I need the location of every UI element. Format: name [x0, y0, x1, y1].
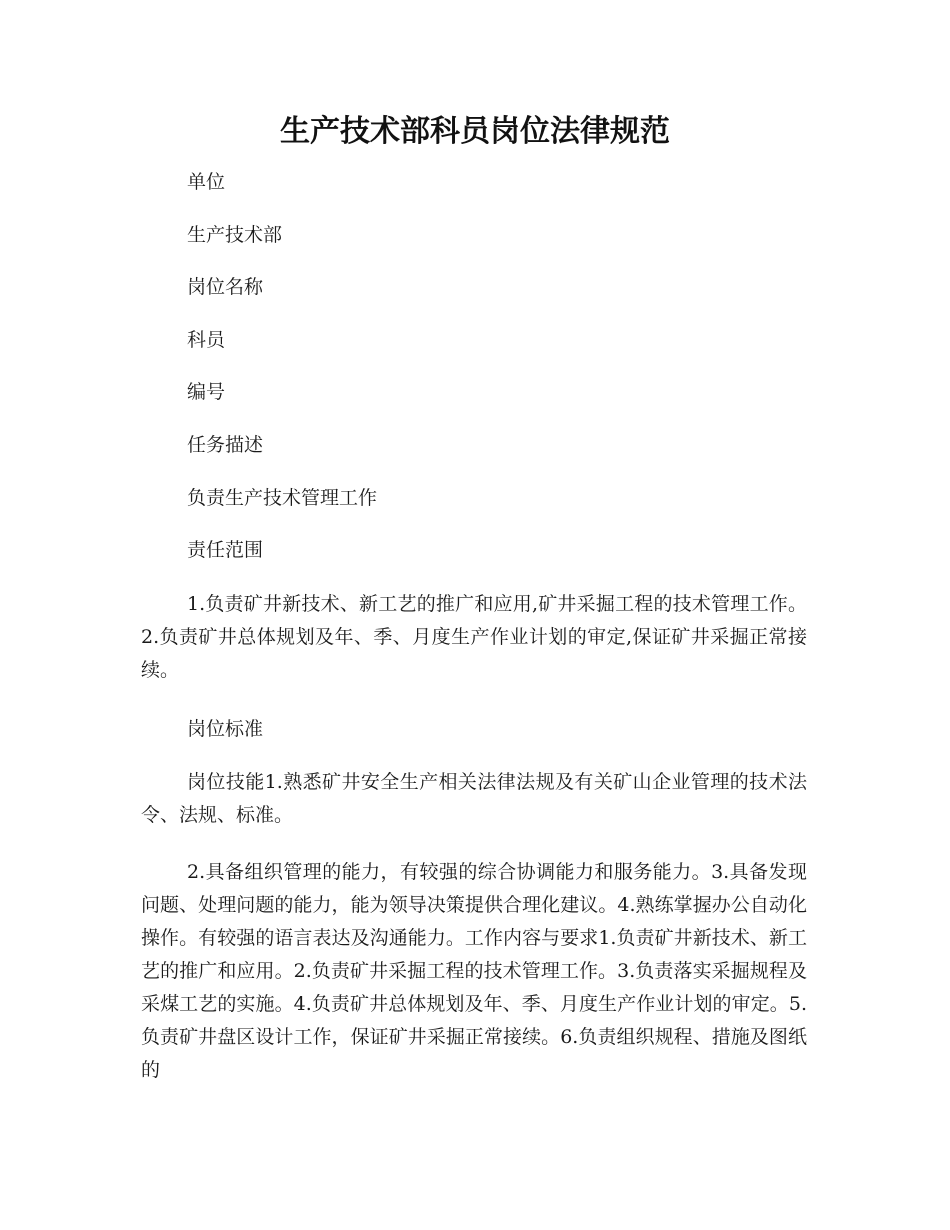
number-label: 编号 [187, 381, 226, 403]
requirements-paragraph: 2.具备组织管理的能力，有较强的综合协调能力和服务能力。3.具备发现问题、处理问题的能力，能为领导决策提供合理化建议。4.熟练掌握办公自动化操作。有较强的语言表达及沟通能力。工作内容与要求1.负责矿井新技术、新工艺的推广和应用。2.负责矿井采掘工程的技术管理工作。3.负责落实采掘规程及采煤工艺的实施。4.负责矿井总体规划及年、季、月度生产作业计划的审定。5.负责矿井盘区设计工作，保证矿井采掘正常接续。6.负责组织规程、措施及图纸的 [141, 861, 807, 1081]
document-title: 生产技术部科员岗位法律规范 [280, 114, 670, 149]
task-label: 任务描述 [187, 434, 264, 456]
skills-paragraph: 岗位技能1.熟悉矿井安全生产相关法律法规及有关矿山企业管理的技术法令、法规、标准。 [141, 771, 807, 826]
unit-value: 生产技术部 [187, 224, 283, 246]
task-value: 负责生产技术管理工作 [187, 487, 378, 509]
position-label: 岗位名称 [187, 276, 264, 298]
unit-label: 单位 [187, 171, 226, 193]
position-value: 科员 [187, 329, 226, 351]
scope-label: 责任范围 [187, 539, 264, 561]
scope-paragraph: 1.负责矿井新技术、新工艺的推广和应用,矿井采掘工程的技术管理工作。2.负责矿井总体规划及年、季、月度生产作业计划的审定,保证矿井采掘正常接续。 [141, 593, 807, 681]
standard-label: 岗位标准 [187, 718, 264, 740]
